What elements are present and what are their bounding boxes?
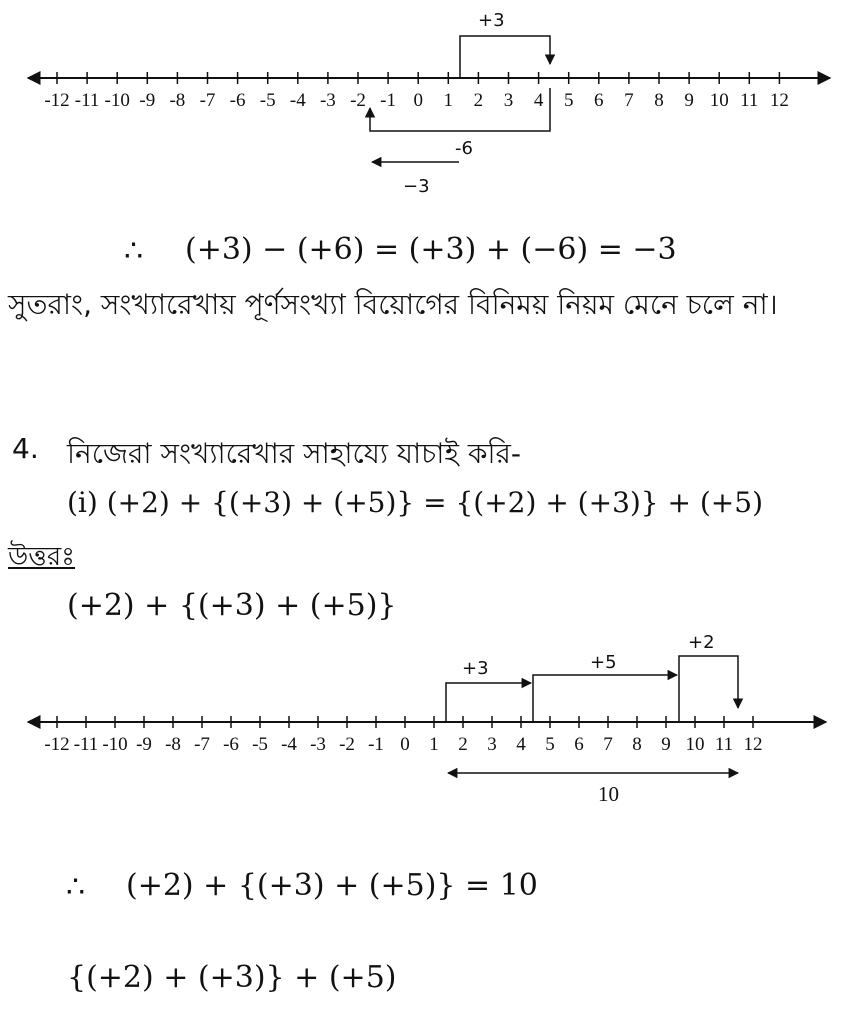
nl1-tick-label: -10 — [104, 90, 130, 111]
nl1-tick-label: -3 — [319, 90, 336, 111]
nl2-tick-label: 9 — [661, 734, 671, 755]
nl2-tick-label: 5 — [545, 734, 555, 755]
nl1-tick-label: 3 — [503, 90, 514, 111]
nl2-tick-label: -10 — [102, 734, 128, 755]
jump2-plus3-arrow — [446, 683, 531, 722]
nl2-tick-label: 1 — [429, 734, 439, 755]
result-minus3-label: −3 — [403, 176, 430, 197]
nl1-tick-label: 10 — [709, 90, 729, 111]
nl2-tick-label: -5 — [252, 734, 268, 755]
jump2-plus2-label: +2 — [688, 632, 715, 653]
jump2-plus5-arrow — [533, 675, 677, 722]
nl1-tick-label: -9 — [139, 90, 156, 111]
nl1-tick-label: -8 — [169, 90, 186, 111]
jump-plus3-label: +3 — [478, 10, 505, 31]
nl1-tick-label: -2 — [350, 90, 366, 111]
question-number: 4. — [12, 432, 39, 465]
nl2-tick-label: 3 — [487, 734, 497, 755]
jump-minus6-label: -6 — [455, 138, 473, 159]
total-label: 10 — [598, 782, 619, 806]
equation-2: (+2) + {(+3) + (+5)} = 10 — [126, 868, 538, 903]
jump-plus3-arrow — [460, 36, 550, 78]
nl1-tick-label: 5 — [563, 90, 574, 111]
equation-1: (+3) − (+6) = (+3) + (−6) = −3 — [185, 232, 677, 267]
nl2-tick-label: 11 — [714, 734, 734, 755]
nl2-tick-label: -9 — [136, 734, 152, 755]
nl1-tick-label: -11 — [74, 90, 100, 111]
nl2-tick-label: -8 — [165, 734, 181, 755]
number-line-1 — [0, 0, 858, 210]
nl1-tick-label: -12 — [44, 90, 70, 111]
question-part-i: (i) (+2) + {(+3) + (+5)} = {(+2) + (+3)} + (+5) — [67, 486, 764, 519]
nl1-tick-label: 0 — [413, 90, 423, 111]
expression-b: {(+2) + (+3)} + (+5) — [67, 960, 397, 995]
nl1-tick-label: 12 — [769, 90, 789, 111]
nl2-tick-label: 0 — [400, 734, 410, 755]
answer-label: উত্তরঃ — [8, 542, 76, 572]
nl1-tick-label: 7 — [624, 90, 634, 111]
nl2-tick-label: 10 — [685, 734, 705, 755]
nl2-tick-label: -1 — [368, 734, 384, 755]
nl2-tick-label: 2 — [458, 734, 468, 755]
nl2-tick-label: -3 — [310, 734, 326, 755]
nl1-tick-label: 9 — [684, 90, 694, 111]
nl2-tick-label: 12 — [743, 734, 763, 755]
nl1-tick-label: -7 — [199, 90, 216, 111]
nl2-tick-label: -7 — [194, 734, 210, 755]
nl1-tick-label: -6 — [229, 90, 246, 111]
nl1-tick-label: 6 — [594, 90, 604, 111]
therefore-symbol-2: ∴ — [66, 870, 86, 905]
nl2-tick-label: -6 — [223, 734, 239, 755]
nl2-tick-label: 6 — [574, 734, 584, 755]
question-text: নিজেরা সংখ্যারেখার সাহায্যে যাচাই করি- — [67, 437, 521, 470]
nl1-tick-label: -4 — [289, 90, 306, 111]
jump2-plus3-label: +3 — [462, 658, 489, 679]
nl1-tick-label: 1 — [443, 90, 454, 111]
nl2-tick-label: 7 — [603, 734, 613, 755]
nl1-tick-label: 8 — [654, 90, 664, 111]
nl1-tick-label: 11 — [740, 90, 759, 111]
expression-a: (+2) + {(+3) + (+5)} — [67, 588, 397, 623]
jump-minus6-arrow — [370, 88, 550, 131]
nl2-tick-label: 4 — [516, 734, 526, 755]
nl1-tick-label: -1 — [380, 90, 397, 111]
nl2-tick-label: -12 — [44, 734, 70, 755]
therefore-symbol-1: ∴ — [124, 234, 144, 269]
nl1-tick-label: 2 — [473, 90, 484, 111]
nl1-tick-label: -5 — [259, 90, 276, 111]
nl2-tick-label: -4 — [281, 734, 297, 755]
conclusion-text: সুতরাং, সংখ্যারেখায় পূর্ণসংখ্যা বিয়োগের বিনিময় নিয়ম মেনে চলে না। — [8, 288, 778, 321]
jump2-plus2-arrow — [679, 656, 738, 722]
nl2-tick-label: -11 — [73, 734, 99, 755]
number-line-2 — [0, 620, 858, 820]
jump2-plus5-label: +5 — [590, 652, 617, 673]
nl2-tick-label: 8 — [632, 734, 642, 755]
nl2-tick-label: -2 — [339, 734, 355, 755]
nl1-tick-label: 4 — [533, 90, 544, 111]
